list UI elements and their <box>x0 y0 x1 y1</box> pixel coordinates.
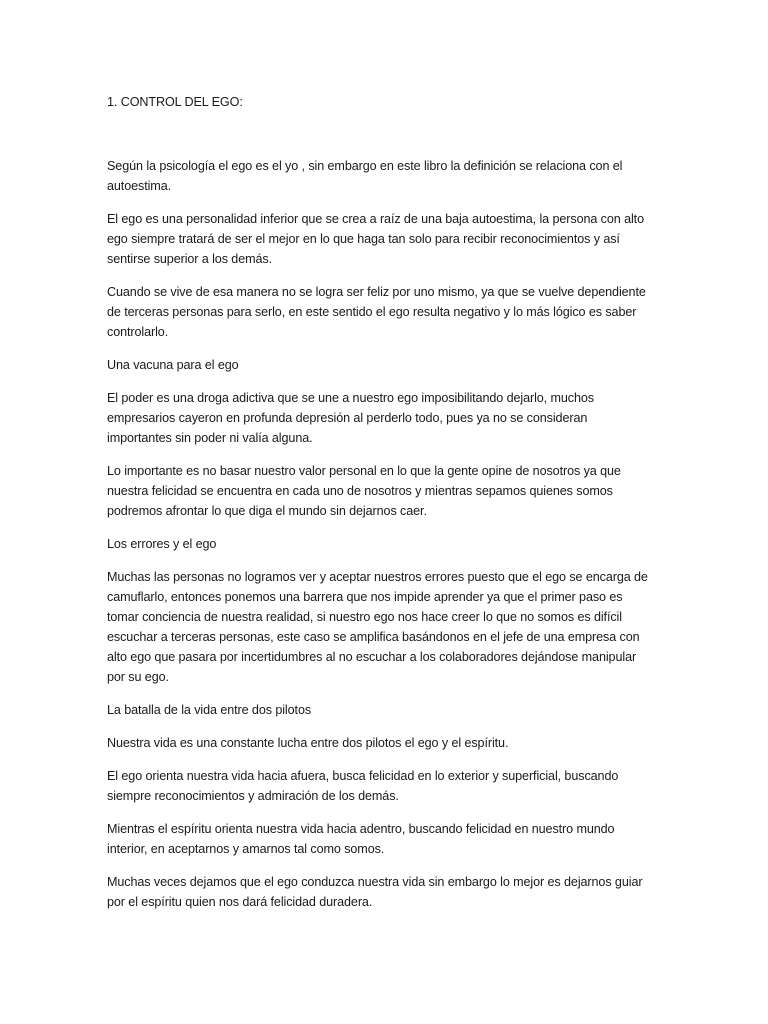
paragraph-personalidad-inferior: El ego es una personalidad inferior que se crea a raíz de una baja autoestima, la persona con alto ego siempre tratará de ser el mejor en lo que haga tan solo para recibir reconocimientos y así sentirse superior a los demás. <box>107 212 644 266</box>
section-heading: 1. CONTROL DEL EGO: <box>107 95 243 109</box>
paragraph-espiritu-adentro: Mientras el espíritu orienta nuestra vida hacia adentro, buscando felicidad en nuestro mundo interior, en aceptarnos y amarnos tal como somos. <box>107 822 615 856</box>
subtitle-vacuna: Una vacuna para el ego <box>107 358 239 372</box>
paragraph-errores: Muchas las personas no logramos ver y aceptar nuestros errores puesto que el ego se encarga de camuflarlo, entonces ponemos una barrera que nos impide aprender ya que el primer paso es tomar conciencia de nuestra realidad, si nuestro ego nos hace creer lo que no somos es difícil escuchar a terceras personas, este caso se amplifica basándonos en el jefe de una empresa con alto ego que pasara por incertidumbres al no escuchar a los colaboradores dejándose manipular por su ego. <box>107 570 648 684</box>
paragraph-poder-droga: El poder es una droga adictiva que se une a nuestro ego imposibilitando dejarlo, muchos empresarios cayeron en profunda depresión al perderlo todo, pues ya no se consideran importantes sin poder ni valía alguna. <box>107 391 594 445</box>
subtitle-batalla: La batalla de la vida entre dos pilotos <box>107 703 312 717</box>
paragraph-valor-personal: Lo importante es no basar nuestro valor personal en lo que la gente opine de nosotros ya que nuestra felicidad se encuentra en cada uno de nosotros y mientras sepamos quienes somos podremos afrontar lo que diga el mundo sin dejarnos caer. <box>107 464 621 518</box>
paragraph-ego-afuera: El ego orienta nuestra vida hacia afuera, busca felicidad en lo exterior y superficial, buscando siempre reconocimientos y admiración de los demás. <box>107 769 619 803</box>
paragraph-vivir-de-esa-manera: Cuando se vive de esa manera no se logra ser feliz por uno mismo, ya que se vuelve dependiente de terceras personas para serlo, en este sentido el ego resulta negativo y lo más lógico es saber controlarlo. <box>107 285 646 339</box>
paragraph-felicidad-duradera: Muchas veces dejamos que el ego conduzca nuestra vida sin embargo lo mejor es dejarnos guiar por el espíritu quien nos dará felicidad duradera. <box>107 875 643 909</box>
document-body <box>107 92 655 925</box>
subtitle-errores: Los errores y el ego <box>107 537 217 551</box>
paragraph-dos-pilotos: Nuestra vida es una constante lucha entre dos pilotos el ego y el espíritu. <box>107 736 509 750</box>
paragraph-psicologia: Según la psicología el ego es el yo , sin embargo en este libro la definición se relaciona con el autoestima. <box>107 159 623 193</box>
